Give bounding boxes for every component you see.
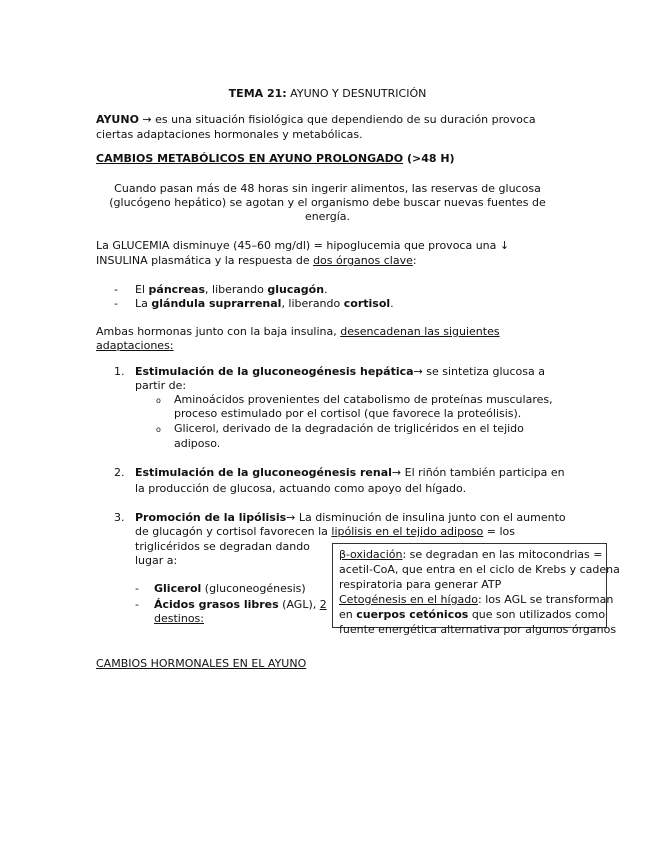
box-beta-oxidacion: β-oxidación (339, 548, 403, 561)
box-line-3: respiratoria para generar ATP (339, 578, 502, 591)
centered-line-2: (glucógeno hepático) se agotan y el organismo debe buscar nuevas fuentes de (109, 196, 546, 209)
item-3-line-4: lugar a: (135, 554, 178, 567)
item-3-line-2 (135, 524, 515, 539)
box-cuerpos-cetonicos: cuerpos cetónicos (356, 608, 469, 621)
section-heading-suffix: (>48 H) (403, 152, 455, 165)
section-heading-metabolic (96, 151, 455, 166)
intro-term: AYUNO (96, 113, 139, 126)
box-line-6: fuente energética alternativa por algunos órganos (339, 623, 617, 636)
glicerol-label: Glicerol (154, 582, 202, 595)
item-3-sub-agl (154, 597, 327, 612)
section-heading-hormonal: CAMBIOS HORMONALES EN EL AYUNO (96, 657, 307, 670)
sub-bullet-marker: o (156, 396, 161, 405)
item-1-line-1 (135, 364, 545, 379)
item-1-number: 1. (114, 365, 125, 378)
box-cetogenesis: Cetogénesis en el hígado (339, 593, 479, 606)
box-text-1b: : se degradan en las mitocondrias = (402, 548, 603, 561)
list-dash: - (135, 598, 139, 611)
organ-post: . (324, 283, 328, 296)
organ-pre: El (135, 283, 149, 296)
organ-item-pancreas (114, 282, 328, 297)
organ-mid: , liberando (205, 283, 268, 296)
item-3-line-3: triglicéridos se degradan dando (135, 540, 310, 553)
glucemia-line-2 (96, 253, 417, 268)
glucemia-text-2a: INSULINA plasmática y la respuesta de (96, 254, 314, 267)
organ-mid: , liberando (281, 297, 344, 310)
glucemia-text-2c: : (412, 254, 417, 267)
box-text-5c: que son utilizados como (468, 608, 606, 621)
item-3-underlined: lipólisis en el tejido adiposo (331, 525, 484, 538)
intro-arrow: → (138, 113, 156, 126)
item-2-rest: → El riñón también participa en (391, 466, 565, 479)
item-3-sub-glicerol (154, 581, 306, 596)
item-3-line-1 (135, 510, 566, 525)
title-rest: AYUNO Y DESNUTRICIÓN (286, 87, 427, 100)
destinos-text-box (332, 543, 620, 636)
item-1-sub-1-line-1: Aminoácidos provenientes del catabolismo de proteínas musculares, (174, 393, 553, 406)
centered-line-3: energía. (304, 210, 351, 223)
centered-line-1: Cuando pasan más de 48 horas sin ingerir alimentos, las reservas de glucosa (114, 182, 541, 195)
ambas-text: Ambas hormonas junto con la baja insulina, (96, 325, 341, 338)
item-1-sub-2-line-1: Glicerol, derivado de la degradación de triglicéridos en el tejido (174, 422, 524, 435)
organ-item-suprarrenal (114, 296, 394, 311)
sub-bullet-marker: o (156, 425, 161, 434)
intro-line-1 (96, 112, 536, 127)
list-dash: - (114, 283, 118, 296)
item-3-title: Promoción de la lipólisis (135, 511, 287, 524)
item-2-title: Estimulación de la gluconeogénesis renal (135, 466, 392, 479)
box-text-5a: en (339, 608, 357, 621)
glucemia-link-organs: dos órganos clave (313, 254, 413, 267)
box-line-2: acetil-CoA, que entra en el ciclo de Krebs y cadena (339, 563, 620, 576)
item-2-number: 2. (114, 466, 125, 479)
title-bold: TEMA 21: (228, 87, 287, 100)
hormone-name: cortisol (343, 297, 391, 310)
list-dash: - (135, 582, 139, 595)
item-1-title: Estimulación de la gluconeogénesis hepática (135, 365, 414, 378)
item-1-sub-2-line-2: adiposo. (174, 437, 221, 450)
box-line-1 (339, 547, 603, 562)
item-1-rest: → se sintetiza glucosa a (413, 365, 545, 378)
agl-label: Ácidos grasos libres (154, 598, 279, 611)
organ-post: . (390, 297, 394, 310)
box-text-4b: : los AGL se transforman (478, 593, 614, 606)
item-3-text-2a: de glucagón y cortisol favorecen la (135, 525, 332, 538)
intro-line-2: ciertas adaptaciones hormonales y metabólicas. (96, 128, 363, 141)
agl-number: 2 (319, 598, 327, 611)
organ-pre: La (135, 297, 152, 310)
item-3-rest: → La disminución de insulina junto con el aumento (286, 511, 566, 524)
page-title (0, 86, 655, 101)
item-3-text-2c: = los (483, 525, 516, 538)
item-3-number: 3. (114, 511, 125, 524)
ambas-line-1 (96, 324, 500, 339)
box-line-5 (339, 607, 606, 622)
item-2-line-2: la producción de glucosa, actuando como apoyo del hígado. (135, 482, 467, 495)
list-dash: - (114, 297, 118, 310)
section-heading-text: CAMBIOS METABÓLICOS EN AYUNO PROLONGADO (96, 152, 404, 165)
organ-name: páncreas (148, 283, 206, 296)
glucemia-line-1: La GLUCEMIA disminuye (45–60 mg/dl) = hipoglucemia que provoca una ↓ (96, 239, 510, 252)
ambas-line-2: adaptaciones: (96, 339, 174, 352)
organ-name: glándula suprarrenal (151, 297, 282, 310)
item-2-line-1 (135, 465, 565, 480)
item-1-sub-1-line-2: proceso estimulado por el cortisol (que favorece la proteólisis). (174, 407, 522, 420)
ambas-underlined: desencadenan las siguientes (340, 325, 500, 338)
glicerol-rest: (gluconeogénesis) (201, 582, 306, 595)
item-1-line-2: partir de: (135, 379, 187, 392)
item-3-sub-agl-line-2: destinos: (154, 612, 204, 625)
box-line-4 (339, 592, 614, 607)
hormone-name: glucagón (267, 283, 325, 296)
agl-rest: (AGL), (278, 598, 320, 611)
intro-text-1: es una situación fisiológica que dependiendo de su duración provoca (155, 113, 536, 126)
